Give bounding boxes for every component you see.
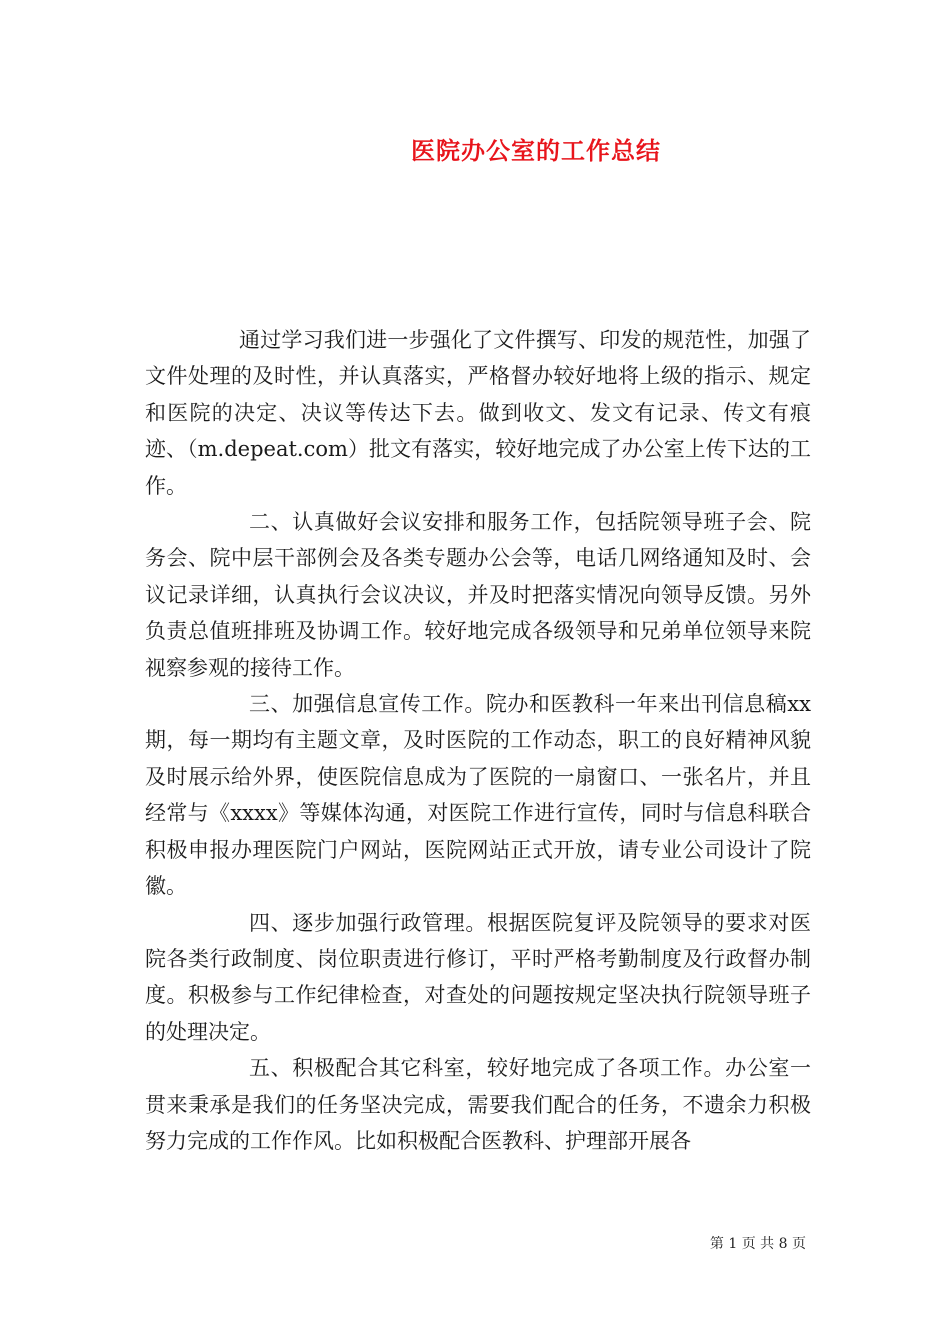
paragraph-4: 四、逐步加强行政管理。根据医院复评及院领导的要求对医院各类行政制度、岗位职责进行修订，平时严格考勤制度及行政督办制度。积极参与工作纪律检查，对查处的问题按规定坚决执行院领导班子的处理决定。 <box>145 910 811 1044</box>
document-body <box>145 322 811 1159</box>
paragraph-5: 五、积极配合其它科室，较好地完成了各项工作。办公室一贯来秉承是我们的任务坚决完成，需要我们配合的任务，不遗余力积极努力完成的工作作风。比如积极配合医教科、护理部开展各 <box>145 1056 811 1153</box>
paragraph-1: 通过学习我们进一步强化了文件撰写、印发的规范性，加强了文件处理的及时性，并认真落实，严格督办较好地将上级的指示、规定和医院的决定、决议等传达下去。做到收文、发文有记录、传文有痕迹、（m.depeat.com）批文有落实，较好地完成了办公室上传下达的工作。 <box>145 328 811 498</box>
paragraph-3: 三、加强信息宣传工作。院办和医教科一年来出刊信息稿xx期，每一期均有主题文章，及时医院的工作动态，职工的良好精神风貌及时展示给外界，使医院信息成为了医院的一扇窗口、一张名片，并且经常与《xxxx》等媒体沟通，对医院工作进行宣传，同时与信息科联合积极申报办理医院门户网站，医院网站正式开放，请专业公司设计了院徽。 <box>145 692 811 899</box>
document-title: 医院办公室的工作总结 <box>411 136 661 165</box>
paragraph-2: 二、认真做好会议安排和服务工作，包括院领导班子会、院务会、院中层干部例会及各类专题办公会等，电话几网络通知及时、会议记录详细，认真执行会议决议，并及时把落实情况向领导反馈。另外负责总值班排班及协调工作。较好地完成各级领导和兄弟单位领导来院视察参观的接待工作。 <box>145 510 811 680</box>
page-number-footer: 第 1 页 共 8 页 <box>709 1236 806 1252</box>
